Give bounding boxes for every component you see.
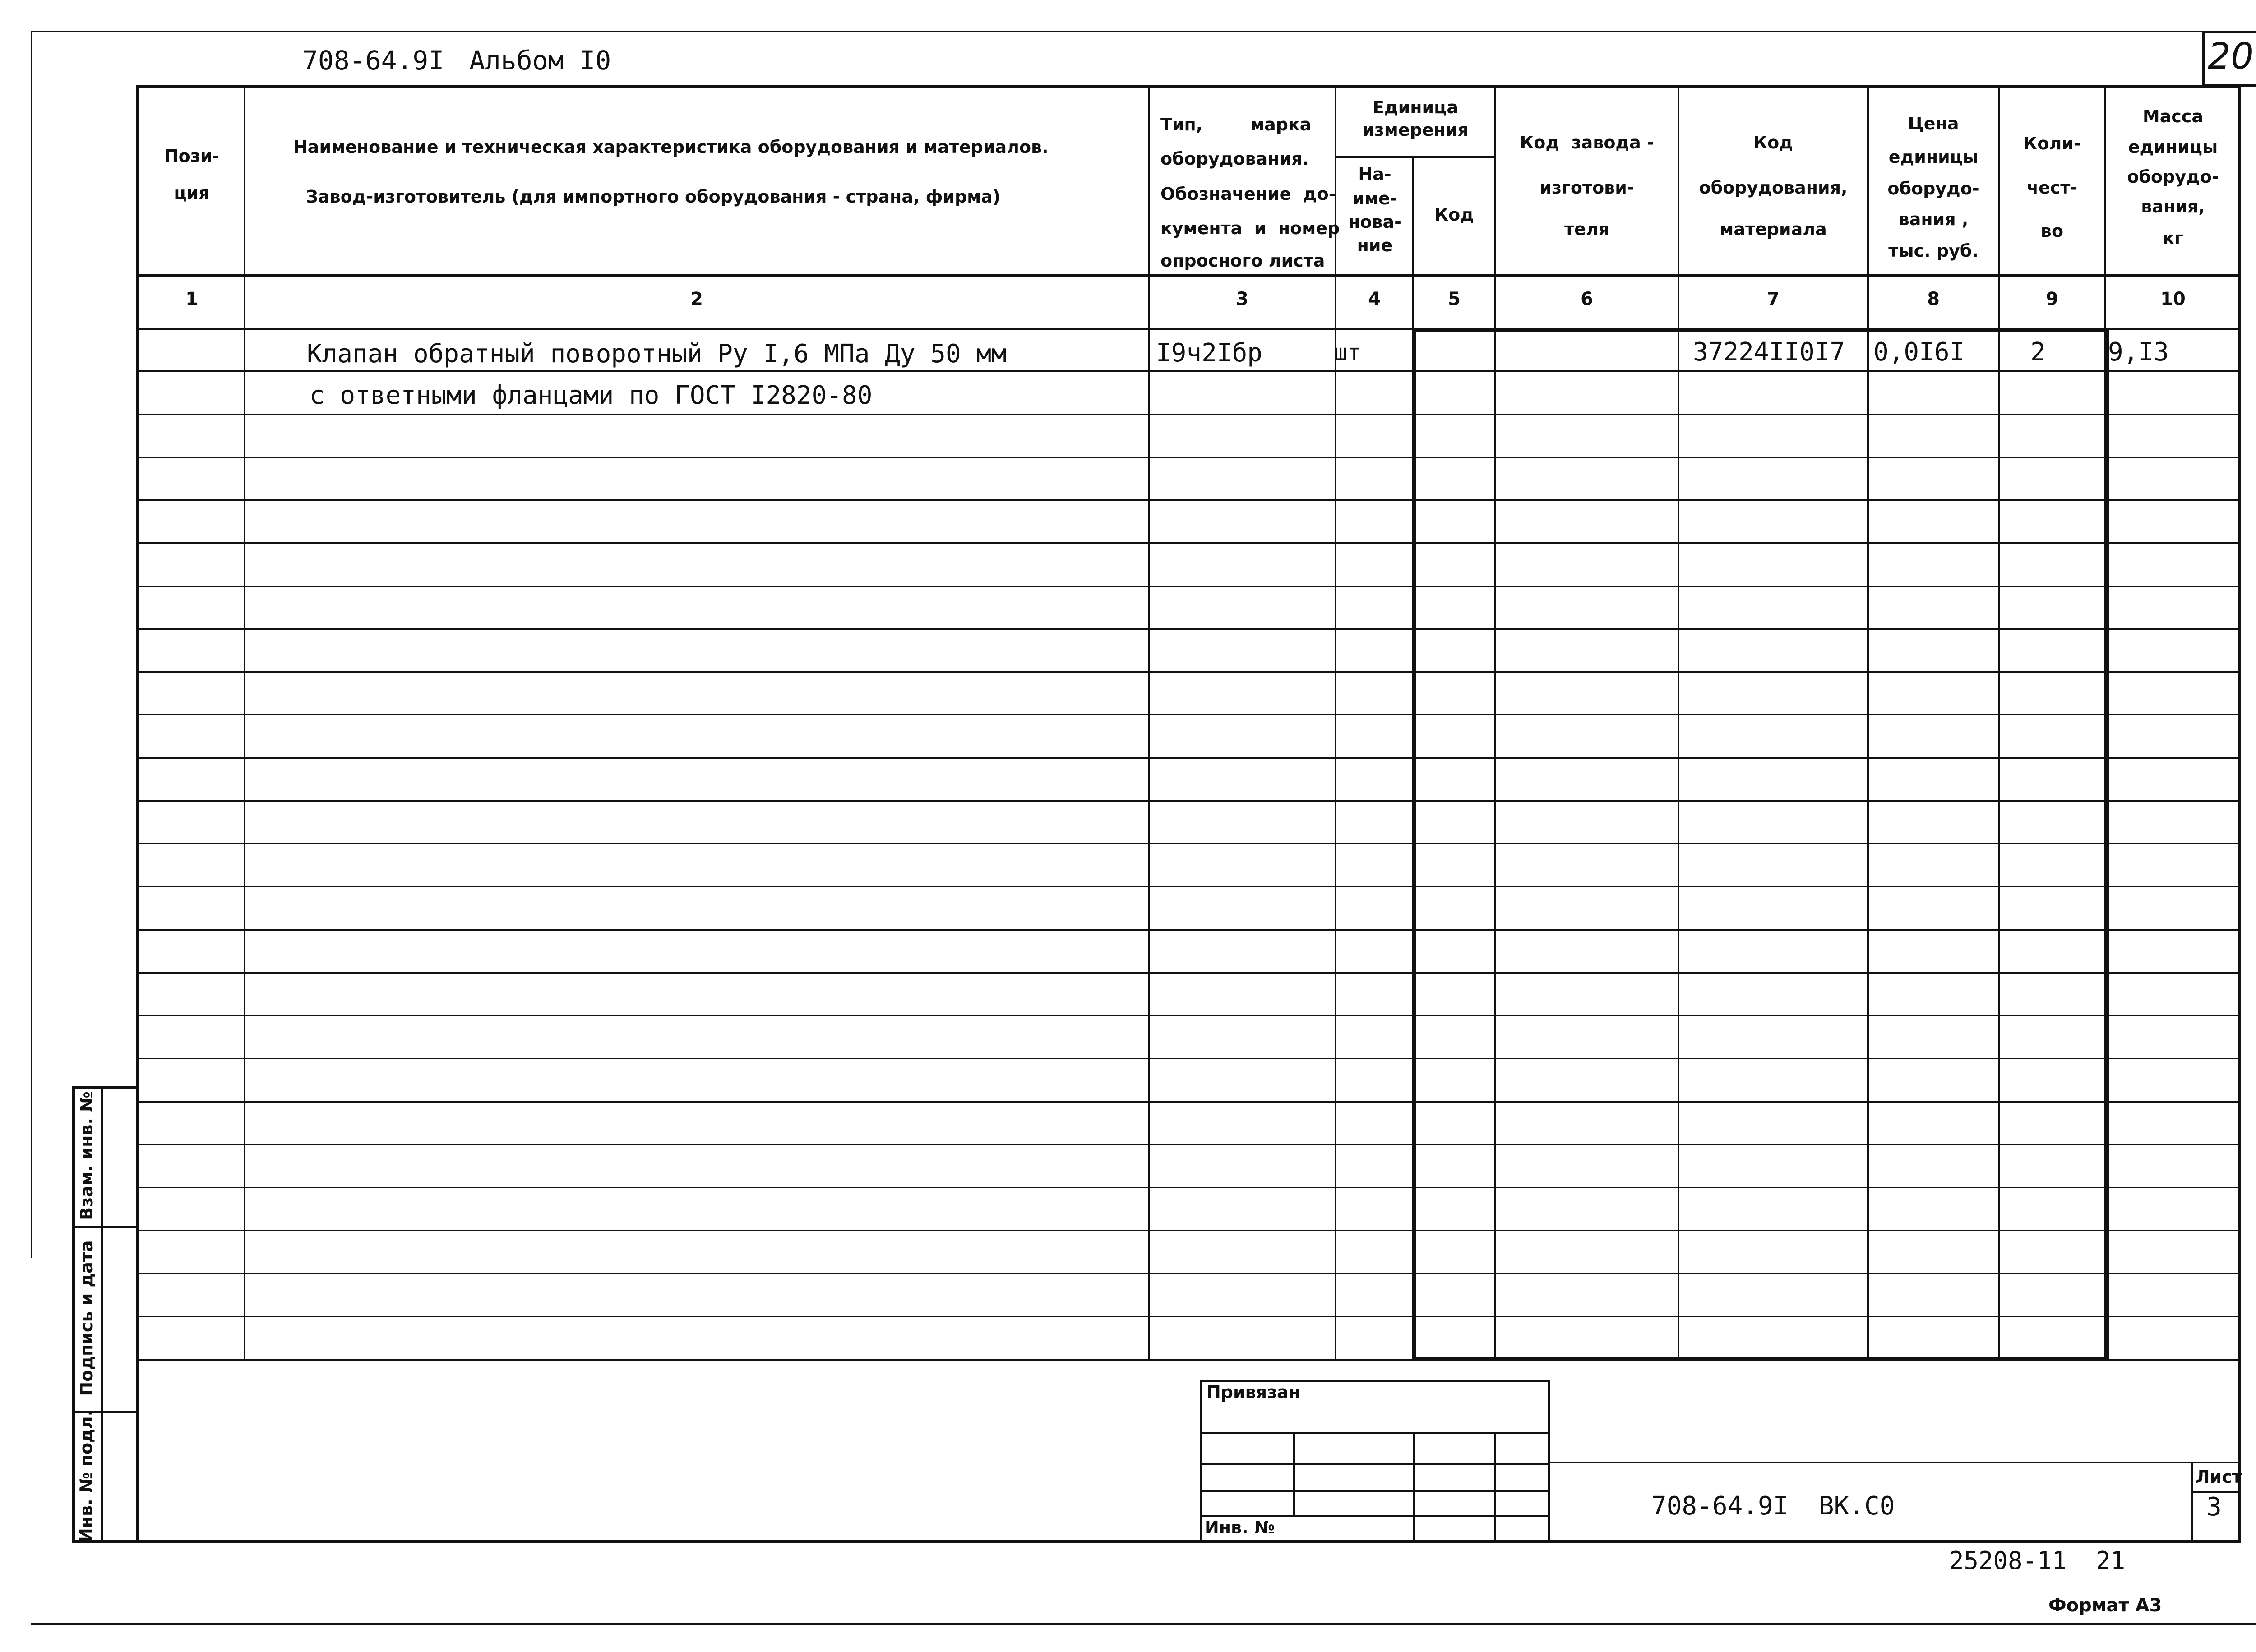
format-label: Формат А3 [2048, 1595, 2162, 1616]
col-equip-header-2: оборудования, [1699, 178, 1848, 198]
table-row [136, 457, 2241, 458]
col-mass-header-3: оборудо- [2127, 167, 2219, 187]
row-1-unit: шт [1334, 339, 1361, 365]
sheet-left-line [31, 31, 32, 1258]
col-pos-header-1: Пози- [164, 146, 220, 166]
table-row [136, 370, 2241, 372]
col-price-header-1: Цена [1908, 114, 1959, 134]
col-name-header-2: Завод-изготовитель (для импортного оборудования - страна, фирма) [306, 187, 1001, 207]
row-2-name: с ответными фланцами по ГОСТ I2820-80 [310, 381, 873, 410]
col-unit-name-4: ние [1357, 235, 1393, 255]
col-qty-header-1: Коли- [2023, 134, 2081, 153]
table-row [136, 542, 2241, 544]
row-1-price: 0,0I6I [1873, 337, 1965, 367]
side-label-podpis: Подпись и дата [77, 1240, 97, 1396]
col-type-header-2: оборудования. [1160, 149, 1309, 169]
table-row [136, 757, 2241, 759]
bound-vline-2 [1413, 1432, 1415, 1543]
album-label: Альбом I0 [469, 45, 611, 76]
col-plant-header-3: теля [1564, 219, 1610, 239]
col-number-9: 9 [2046, 289, 2058, 309]
table-row [136, 1230, 2241, 1231]
bound-vline-1 [1293, 1432, 1295, 1515]
col-number-6: 6 [1581, 289, 1593, 309]
col-mass-header-4: вания, [2141, 197, 2205, 217]
col-unit-name-3: нова- [1348, 212, 1401, 232]
bold-column-block [1412, 328, 2109, 1361]
document-code: 708-64.9I [302, 45, 444, 76]
table-row [136, 1316, 2241, 1317]
sheet-top-line [31, 31, 2202, 32]
table-row [136, 499, 2241, 501]
sheet-number: 3 [2206, 1492, 2222, 1522]
col-number-1: 1 [185, 289, 198, 309]
col-number-10: 10 [2160, 289, 2186, 309]
col-mass-header-2: единицы [2128, 137, 2218, 157]
col-equip-header-1: Код [1753, 133, 1793, 152]
col-mass-header-5: кг [2163, 228, 2183, 248]
table-row [136, 886, 2241, 887]
col-price-header-5: тыс. руб. [1888, 241, 1979, 261]
table-row [136, 843, 2241, 844]
col-equip-header-3: материала [1720, 219, 1827, 239]
col-unit-name-1: На- [1358, 164, 1392, 184]
row-1-type: I9ч2Iбр [1156, 338, 1263, 368]
row-1-mass: 9,I3 [2108, 337, 2169, 367]
table-row [136, 714, 2241, 715]
col-unit-header-2: измерения [1362, 120, 1469, 140]
col-number-4: 4 [1368, 289, 1381, 309]
table-row [136, 414, 2241, 415]
col-price-header-2: единицы [1888, 147, 1979, 167]
col-type-header-4: кумента и номер [1160, 218, 1340, 238]
bound-line-3 [1200, 1490, 1550, 1492]
col-name-header-1: Наименование и техническая характеристика оборудования и материалов. [293, 137, 1049, 157]
bound-line-1 [1200, 1432, 1550, 1434]
table-row [136, 929, 2241, 931]
table-row [136, 671, 2241, 673]
numbers-bottom-line [136, 328, 2241, 330]
sheet-label: Лист [2196, 1467, 2242, 1487]
col-type-header-3: Обозначение до- [1160, 184, 1336, 204]
col-pos-header-2: ция [174, 183, 210, 203]
col-number-2: 2 [690, 289, 703, 309]
col-number-7: 7 [1767, 289, 1780, 309]
table-row [136, 1273, 2241, 1274]
table-row [136, 586, 2241, 587]
sheet-bottom-line [31, 1623, 2256, 1625]
col-qty-header-2: чест- [2026, 178, 2078, 198]
table-row [136, 1101, 2241, 1103]
col-type-header-1: Тип, марка [1160, 115, 1312, 134]
table-row [136, 1187, 2241, 1188]
col-unit-header-1: Единица [1373, 97, 1458, 117]
table-row [136, 1058, 2241, 1059]
side-stamp-divider [101, 1086, 103, 1543]
col-mass-header-1: Масса [2142, 106, 2204, 126]
col-unit-code-header: Код [1434, 205, 1474, 225]
col-price-header-4: вания , [1898, 209, 1969, 229]
inv-label: Инв. № [1205, 1518, 1275, 1537]
title-top-line [1550, 1462, 2241, 1463]
col-price-header-3: оборудо- [1887, 179, 1979, 198]
bound-line-2 [1200, 1463, 1550, 1465]
col-plant-header-1: Код завода - [1520, 133, 1654, 152]
row-1-qty: 2 [2030, 337, 2046, 367]
col-plant-header-2: изготови- [1539, 178, 1634, 198]
table-row [136, 1144, 2241, 1145]
bound-vline-3 [1494, 1432, 1496, 1543]
table-row [136, 1015, 2241, 1016]
bound-line-4 [1200, 1515, 1550, 1517]
side-label-inv-podl: Инв. № подл. [76, 1409, 96, 1543]
col-unit-name-2: име- [1352, 189, 1397, 208]
row-1-equip-code: 37224II0I7 [1693, 337, 1845, 367]
bound-label: Привязан [1207, 1382, 1301, 1402]
side-label-vzam: Взам. инв. № [77, 1091, 97, 1220]
col-number-3: 3 [1236, 289, 1248, 309]
page-number: 20 [2208, 35, 2254, 77]
col-number-5: 5 [1448, 289, 1461, 309]
stamp-number: 25208-11 21 [1949, 1546, 2126, 1575]
col-number-8: 8 [1927, 289, 1940, 309]
col-qty-header-3: во [2040, 221, 2064, 241]
footer-document-code: 708-64.9I ВК.С0 [1651, 1491, 1895, 1521]
row-1-name: Клапан обратный поворотный Ру I,6 МПа Ду 50 мм [307, 339, 1007, 369]
table-row [136, 972, 2241, 974]
body-bottom-line [136, 1359, 2241, 1361]
table-row [136, 800, 2241, 802]
col-type-header-5: опросного листа [1160, 251, 1325, 271]
unit-sub-line [1335, 156, 1494, 158]
table-row [136, 628, 2241, 630]
